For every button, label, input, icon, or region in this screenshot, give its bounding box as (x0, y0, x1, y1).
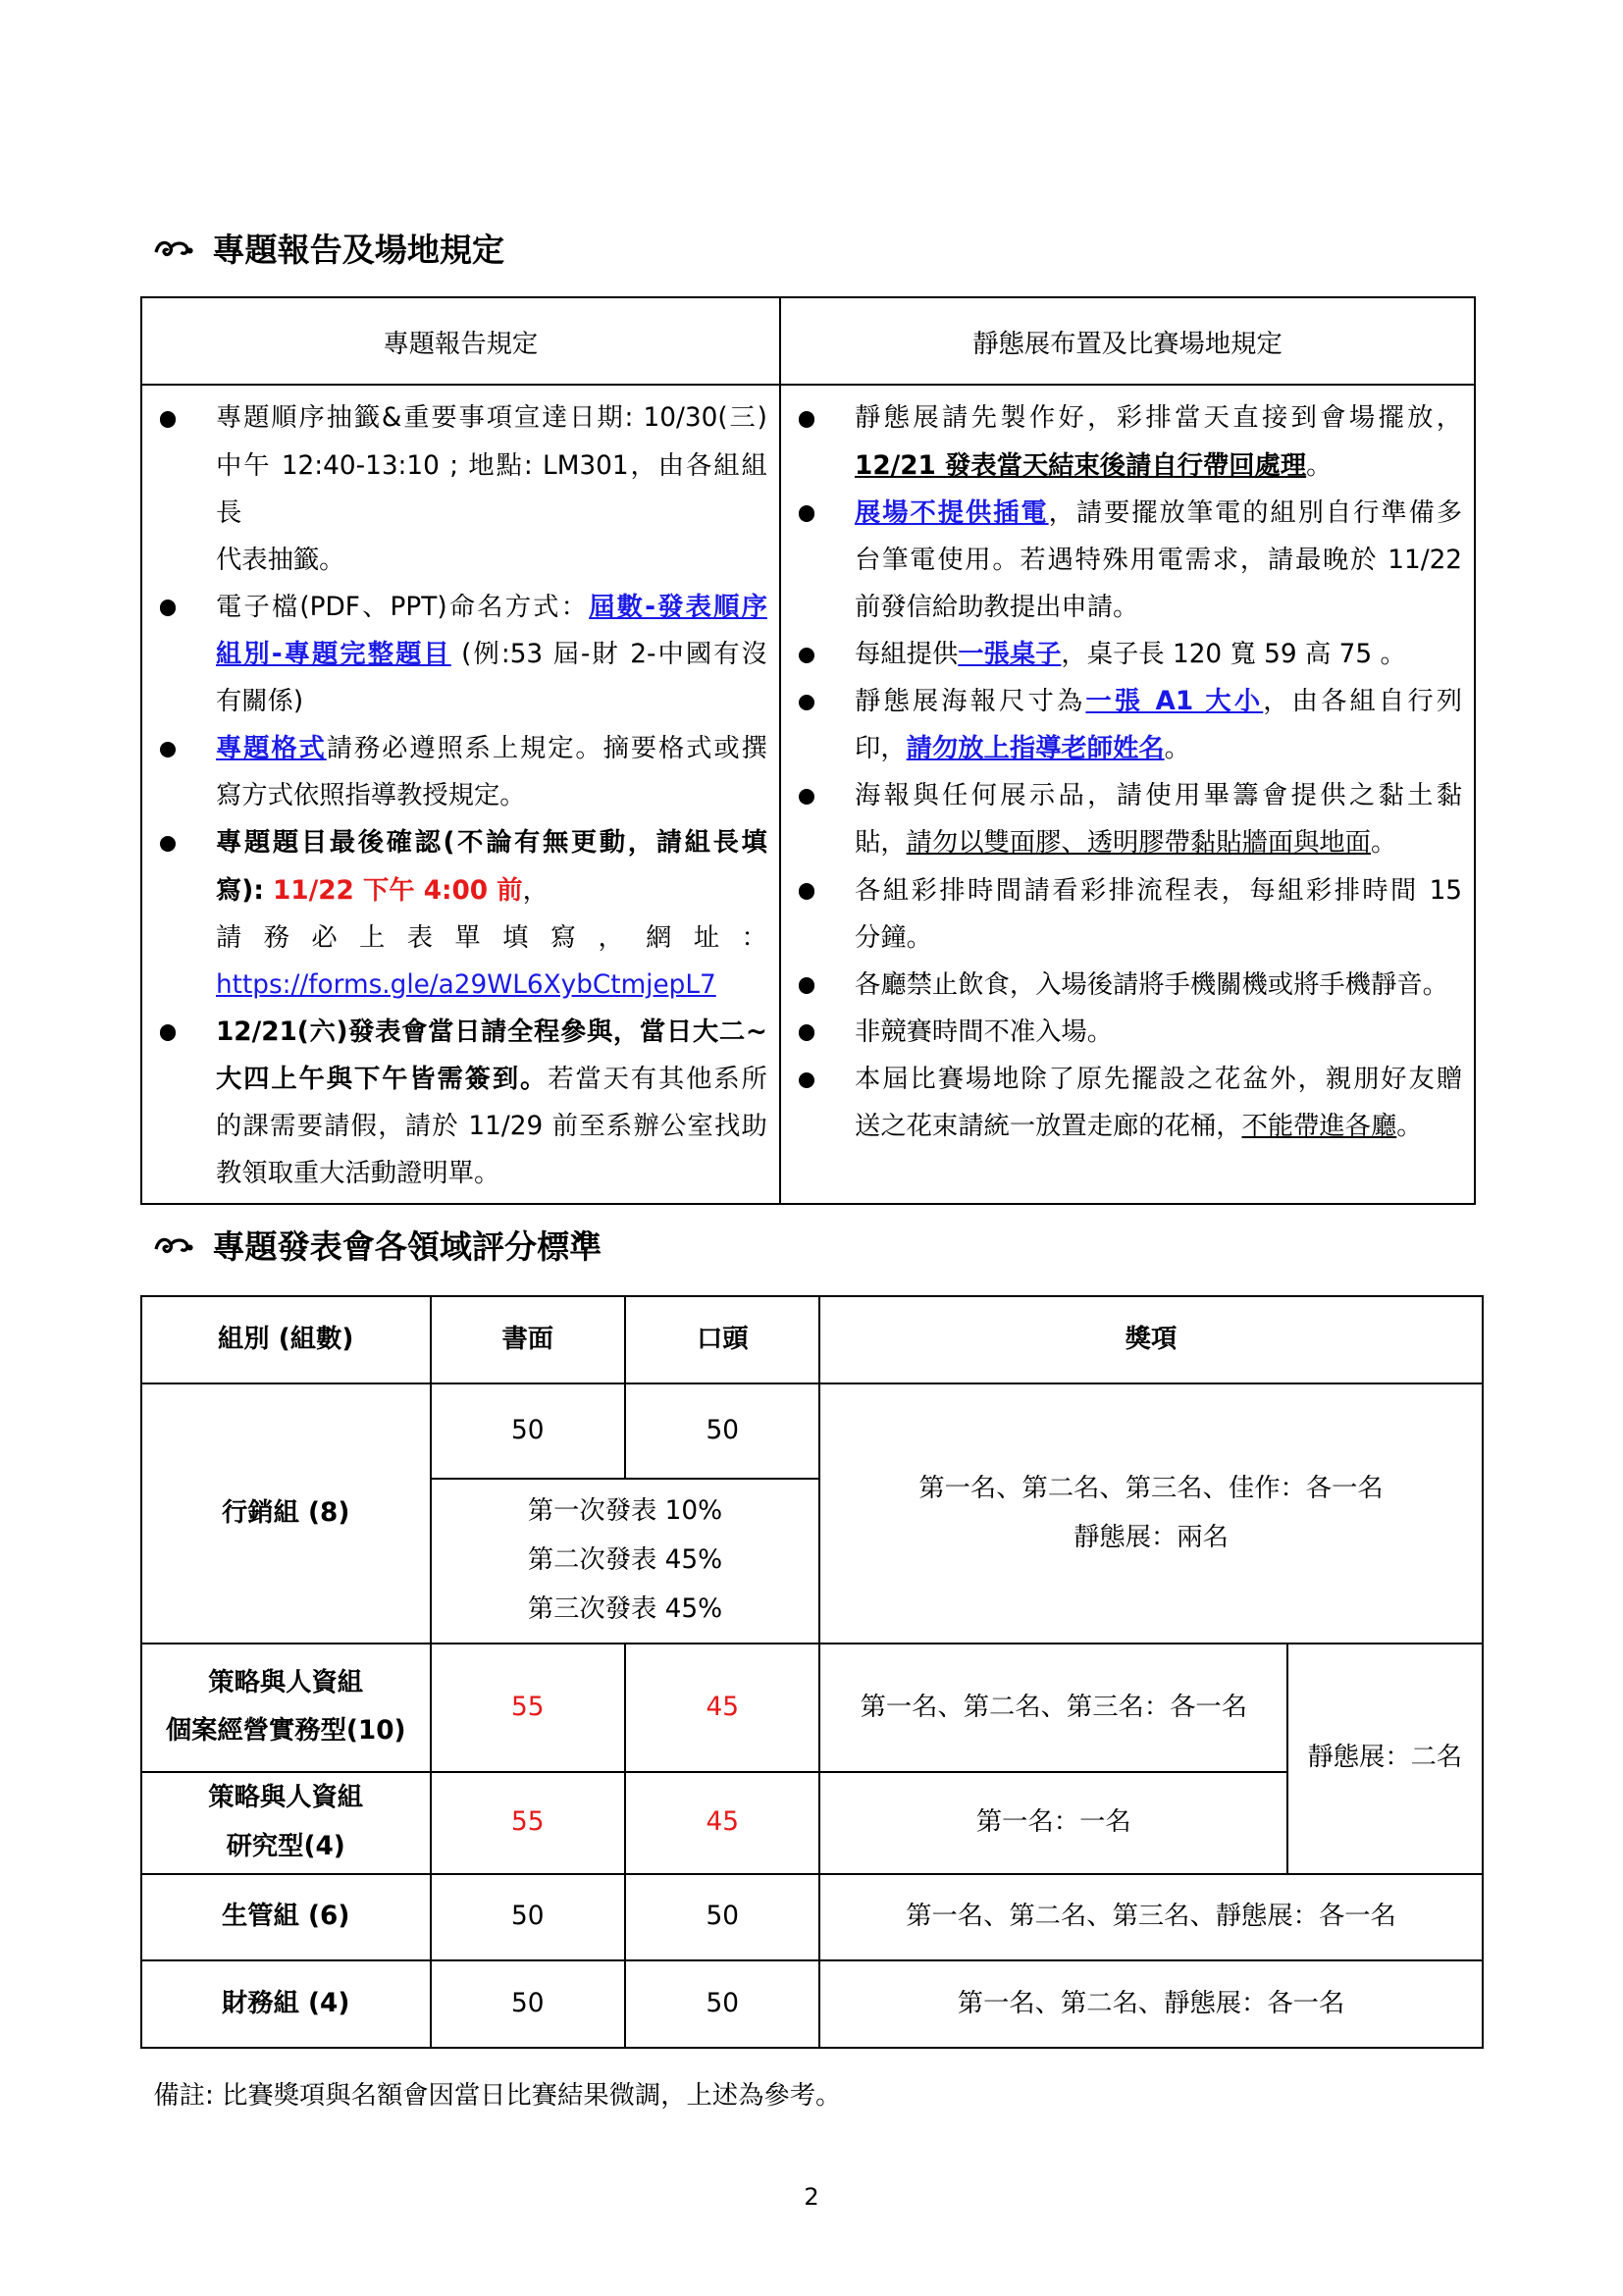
written-score: 50 (431, 1874, 625, 1961)
group-finance: 財務組 (4) (141, 1960, 431, 2048)
list-item: 靜態展海報尺寸為一張 A1 大小，由各組自行列 印，請勿放上指導老師姓名。 (855, 678, 1462, 772)
table-row (141, 1383, 1483, 1478)
table-row (141, 1644, 1483, 1772)
list-item: 電子檔(PDF、PPT)命名方式：屆數-發表順序 組別-專題完整題目 (例:53 屆-財 2-中國有沒 有關係) (216, 584, 767, 725)
ornament-icon (153, 235, 194, 261)
table-row (141, 1960, 1483, 2048)
awards-strategy-research: 第一名：一名 (819, 1772, 1287, 1874)
group-strategy-research: 策略與人資組 研究型(4) (141, 1772, 431, 1874)
header-oral: 口頭 (625, 1296, 819, 1383)
oral-score: 45 (625, 1772, 819, 1874)
section-title: 專題發表會各領域評分標準 (212, 1226, 602, 1266)
list-item: 12/21(六)發表會當日請全程參與，當日大二~ 大四上午與下午皆需簽到。若當天有其他系所 的課需要請假，請於 11/29 前至系辦公室找助 教領取重大活動證明單。 (216, 1009, 767, 1197)
list-item: 各組彩排時間請看彩排流程表，每組彩排時間 15 分鐘。 (855, 867, 1462, 962)
group-production: 生管組 (6) (141, 1874, 431, 1961)
list-item: 專題順序抽籤&重要事項宣達日期: 10/30(三) 中午 12:40-13:10 ; 地點: LM301，由各組組長 代表抽籤。 (216, 394, 767, 583)
table-row (141, 1772, 1483, 1874)
awards-finance: 第一名、第二名、靜態展：各一名 (819, 1960, 1482, 2048)
rules-table (140, 296, 1476, 1205)
column-header-venue-rules: 靜態展布置及比賽場地規定 (780, 297, 1475, 385)
list-item: 各廳禁止飲食，入場後請將手機關機或將手機靜音。 (855, 962, 1462, 1009)
list-item: 非競賽時間不准入場。 (855, 1009, 1462, 1056)
header-awards: 獎項 (819, 1296, 1482, 1383)
format-highlight: 專題格式 (216, 734, 327, 764)
ornament-icon (153, 1231, 194, 1258)
list-item: 專題題目最後確認(不論有無更動，請組長填 寫): 11/22 下午 4:00 前， 請務必上表單填寫，網址： https://forms.gle/a29WL6XybCtmjepL7 (216, 819, 767, 1008)
deadline-text: 11/22 下午 4:00 前 (273, 875, 523, 906)
header-group: 組別 (組數) (141, 1296, 431, 1383)
table-header-row (141, 1296, 1483, 1383)
oral-score: 50 (625, 1383, 819, 1478)
page-number: 2 (804, 2183, 819, 2212)
section-heading-scoring (153, 1222, 602, 1268)
no-power-highlight: 展場不提供插電 (855, 497, 1049, 528)
scoring-table (140, 1295, 1484, 2049)
venue-rules-cell (780, 385, 1475, 1204)
list-item: 展場不提供插電，請要擺放筆電的組別自行準備多 台筆電使用。若遇特殊用電需求，請最晚於 11/22 前發信給助教提出申請。 (855, 490, 1462, 631)
group-marketing: 行銷組 (8) (141, 1383, 431, 1644)
section-title: 專題報告及場地規定 (212, 230, 505, 269)
awards-strategy-static: 靜態展：二名 (1287, 1644, 1482, 1874)
section-heading-rules (153, 225, 504, 271)
awards-strategy-case: 第一名、第二名、第三名：各一名 (819, 1644, 1287, 1772)
oral-score: 50 (625, 1960, 819, 2048)
written-score: 50 (431, 1383, 625, 1478)
footnote: 備註: 比賽獎項與名額會因當日比賽結果微調，上述為參考。 (153, 2081, 842, 2112)
column-header-report-rules: 專題報告規定 (141, 297, 780, 385)
awards-production: 第一名、第二名、第三名、靜態展：各一名 (819, 1874, 1482, 1961)
list-item: 專題格式請務必遵照系上規定。摘要格式或撰 寫方式依照指導教授規定。 (216, 725, 767, 819)
written-score: 55 (431, 1644, 625, 1772)
form-link[interactable]: https://forms.gle/a29WL6XybCtmjepL7 (216, 969, 716, 1000)
written-score: 55 (431, 1772, 625, 1874)
awards-marketing: 第一名、第二名、第三名、佳作：各一名 靜態展：兩名 (819, 1383, 1482, 1644)
presentation-weights: 第一次發表 10% 第二次發表 45% 第三次發表 45% (431, 1479, 820, 1644)
table-row (141, 1874, 1483, 1961)
oral-score: 50 (625, 1874, 819, 1961)
header-written: 書面 (431, 1296, 625, 1383)
list-item: 每組提供一張桌子，桌子長 120 寬 59 高 75 。 (855, 631, 1462, 678)
list-item: 本屆比賽場地除了原先擺設之花盆外，親朋好友贈 送之花束請統一放置走廊的花桶，不能帶進各廳。 (855, 1056, 1462, 1150)
naming-format-highlight: 屆數-發表順序 (589, 592, 767, 622)
list-item: 靜態展請先製作好，彩排當天直接到會場擺放， 12/21 發表當天結束後請自行帶回處理。 (855, 394, 1462, 489)
written-score: 50 (431, 1960, 625, 2048)
group-strategy-case: 策略與人資組 個案經營實務型(10) (141, 1644, 431, 1772)
list-item: 海報與任何展示品，請使用畢籌會提供之黏土黏 貼，請勿以雙面膠、透明膠帶黏貼牆面與地面。 (855, 772, 1462, 866)
oral-score: 45 (625, 1644, 819, 1772)
report-rules-cell (141, 385, 780, 1204)
